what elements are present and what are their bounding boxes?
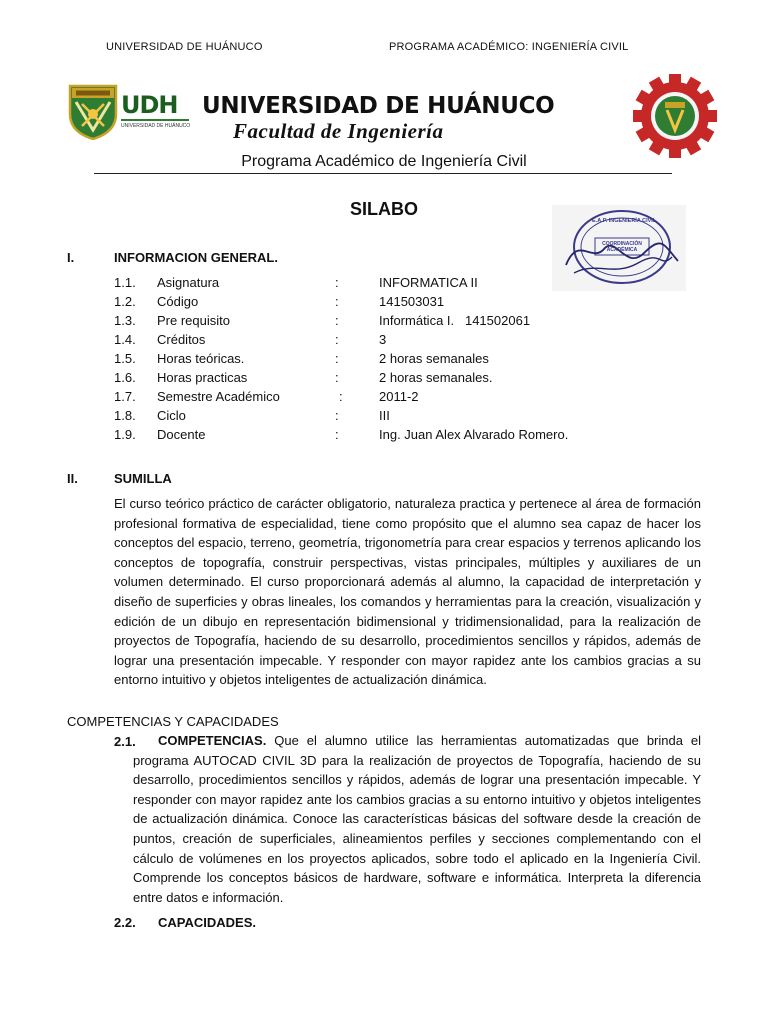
running-header-right: PROGRAMA ACADÉMICO: INGENIERÍA CIVIL bbox=[389, 41, 629, 53]
faculty-gear-seal bbox=[633, 74, 717, 158]
info-row-value: 2 horas semanales bbox=[379, 351, 489, 366]
info-row-number: 1.2. bbox=[114, 294, 136, 309]
info-row-label: Créditos bbox=[157, 332, 206, 347]
section-1-number: I. bbox=[67, 250, 75, 265]
info-row-colon: : bbox=[335, 408, 339, 423]
info-row-value: 141503031 bbox=[379, 294, 445, 309]
competencias-text: Que el alumno utilice las herramientas automatizadas que brinda el programa AUTOCAD CIVIL 3D para la realización de proyectos de Topografía, haciendo de su desarrollo, procedimientos sencillos y rápidos, además de lograr una presentación impecable. Y responder con mayor rapidez ante los cambios gracias a su entorno intuitivo y objetos inteligentes de actualización dinámica. Conoce las características básicas del software desde la creación de puntos, creación de superficiales, alineamientos perfiles y secciones complementando con el cálculo de volúmenes en los proyectos aplicados, sobre todo el aplicado en la Ingeniería Civil. Comprende los conceptos básicos de hardware, software e informática. Interpreta la diferencia entre datos e información. bbox=[133, 733, 701, 905]
info-row-colon: : bbox=[335, 275, 339, 290]
info-row-colon: : bbox=[335, 294, 339, 309]
info-row-colon: : bbox=[339, 389, 343, 404]
info-row bbox=[0, 311, 768, 330]
section-1-heading: INFORMACION GENERAL. bbox=[114, 250, 278, 265]
stamp-box-text: COORDINACIÓN ACADÉMICA bbox=[602, 241, 642, 253]
info-row-label: Semestre Académico bbox=[157, 389, 280, 404]
stamp-top-text: E.A.P. INGENIERÍA CIVIL bbox=[592, 218, 657, 224]
info-row bbox=[0, 406, 768, 425]
header-divider bbox=[94, 173, 672, 174]
faculty-title: Facultad de Ingeniería bbox=[233, 119, 444, 143]
info-row-value: INFORMATICA II bbox=[379, 275, 478, 290]
info-row bbox=[0, 330, 768, 349]
section-2-heading: SUMILLA bbox=[114, 471, 172, 486]
info-row bbox=[0, 349, 768, 368]
info-row-number: 1.7. bbox=[114, 389, 136, 404]
info-row-number: 1.3. bbox=[114, 313, 136, 328]
competencias-heading: COMPETENCIAS Y CAPACIDADES bbox=[67, 714, 279, 729]
info-row-value: Informática I. 141502061 bbox=[379, 313, 531, 328]
program-title: Programa Académico de Ingeniería Civil bbox=[241, 153, 527, 170]
udh-logo bbox=[121, 92, 191, 136]
info-row-colon: : bbox=[335, 332, 339, 347]
document-title: SILABO bbox=[349, 199, 418, 219]
info-row-label: Ciclo bbox=[157, 408, 186, 423]
info-row-number: 1.6. bbox=[114, 370, 136, 385]
info-row-number: 1.9. bbox=[114, 427, 136, 442]
info-row-label: Horas practicas bbox=[157, 370, 248, 385]
university-title: UNIVERSIDAD DE HUÁNUCO bbox=[202, 93, 555, 119]
running-header-left: UNIVERSIDAD DE HUÁNUCO bbox=[106, 41, 263, 53]
competencias-paragraph bbox=[133, 731, 701, 907]
info-row-colon: : bbox=[335, 427, 339, 442]
info-row bbox=[0, 425, 768, 444]
info-row-label: Pre requisito bbox=[157, 313, 230, 328]
info-row-value: 3 bbox=[379, 332, 387, 347]
info-row-value: Ing. Juan Alex Alvarado Romero. bbox=[379, 427, 569, 442]
info-row-number: 1.4. bbox=[114, 332, 136, 347]
university-shield-logo bbox=[68, 84, 118, 140]
info-row-value: 2 horas semanales. bbox=[379, 370, 493, 385]
capacidades-number: 2.2. bbox=[114, 915, 136, 930]
udh-logo-caption: UNIVERSIDAD DE HUÁNUCO bbox=[121, 123, 191, 129]
info-row bbox=[0, 368, 768, 387]
info-row-colon: : bbox=[335, 370, 339, 385]
info-row-label: Docente bbox=[157, 427, 206, 442]
info-row-label: Código bbox=[157, 294, 199, 309]
info-row-number: 1.8. bbox=[114, 408, 136, 423]
info-row bbox=[0, 387, 768, 406]
info-row-number: 1.5. bbox=[114, 351, 136, 366]
udh-logo-text: UDH bbox=[121, 91, 178, 119]
competencias-number: 2.1. bbox=[114, 734, 136, 749]
competencias-title: COMPETENCIAS. bbox=[158, 733, 267, 748]
section-2-number: II. bbox=[67, 471, 78, 486]
info-row-colon: : bbox=[335, 313, 339, 328]
info-row-value: III bbox=[379, 408, 390, 423]
capacidades-title: CAPACIDADES. bbox=[158, 915, 256, 930]
info-row-value: 2011-2 bbox=[379, 389, 419, 404]
info-row bbox=[0, 273, 768, 292]
info-row-label: Horas teóricas. bbox=[157, 351, 245, 366]
info-row-colon: : bbox=[335, 351, 339, 366]
info-row-number: 1.1. bbox=[114, 275, 136, 290]
info-row-label: Asignatura bbox=[157, 275, 220, 290]
sumilla-paragraph: El curso teórico práctico de carácter obligatorio, naturaleza practica y pertenece al área de formación profesional formativa de especialidad, tiene como propósito que el alumno sea capaz de hacer los conceptos del espacio, terreno, geometría, trigonometría para crear espacios y terrenos aplicando los conceptos de topografía, construir perspectivas, vistas principales, múltiples y auxiliares de un volumen determinado. El curso proporcionará además al alumno, la capacidad de interpretación y diseño de superficies y obras lineales, los comandos y herramientas para la creación, visualización y edición de un dibujo en representación bidimensional y tridimensionalidad, para la realización de proyectos de Topografía, haciendo de su desarrollo, procedimientos sencillos y rápidos, además de lograr una presentación impecable. Y responder con mayor rapidez ante los cambios gracias a su entorno intuitivo y objetos inteligentes de actualización dinámica. bbox=[114, 496, 701, 688]
info-row bbox=[0, 292, 768, 311]
